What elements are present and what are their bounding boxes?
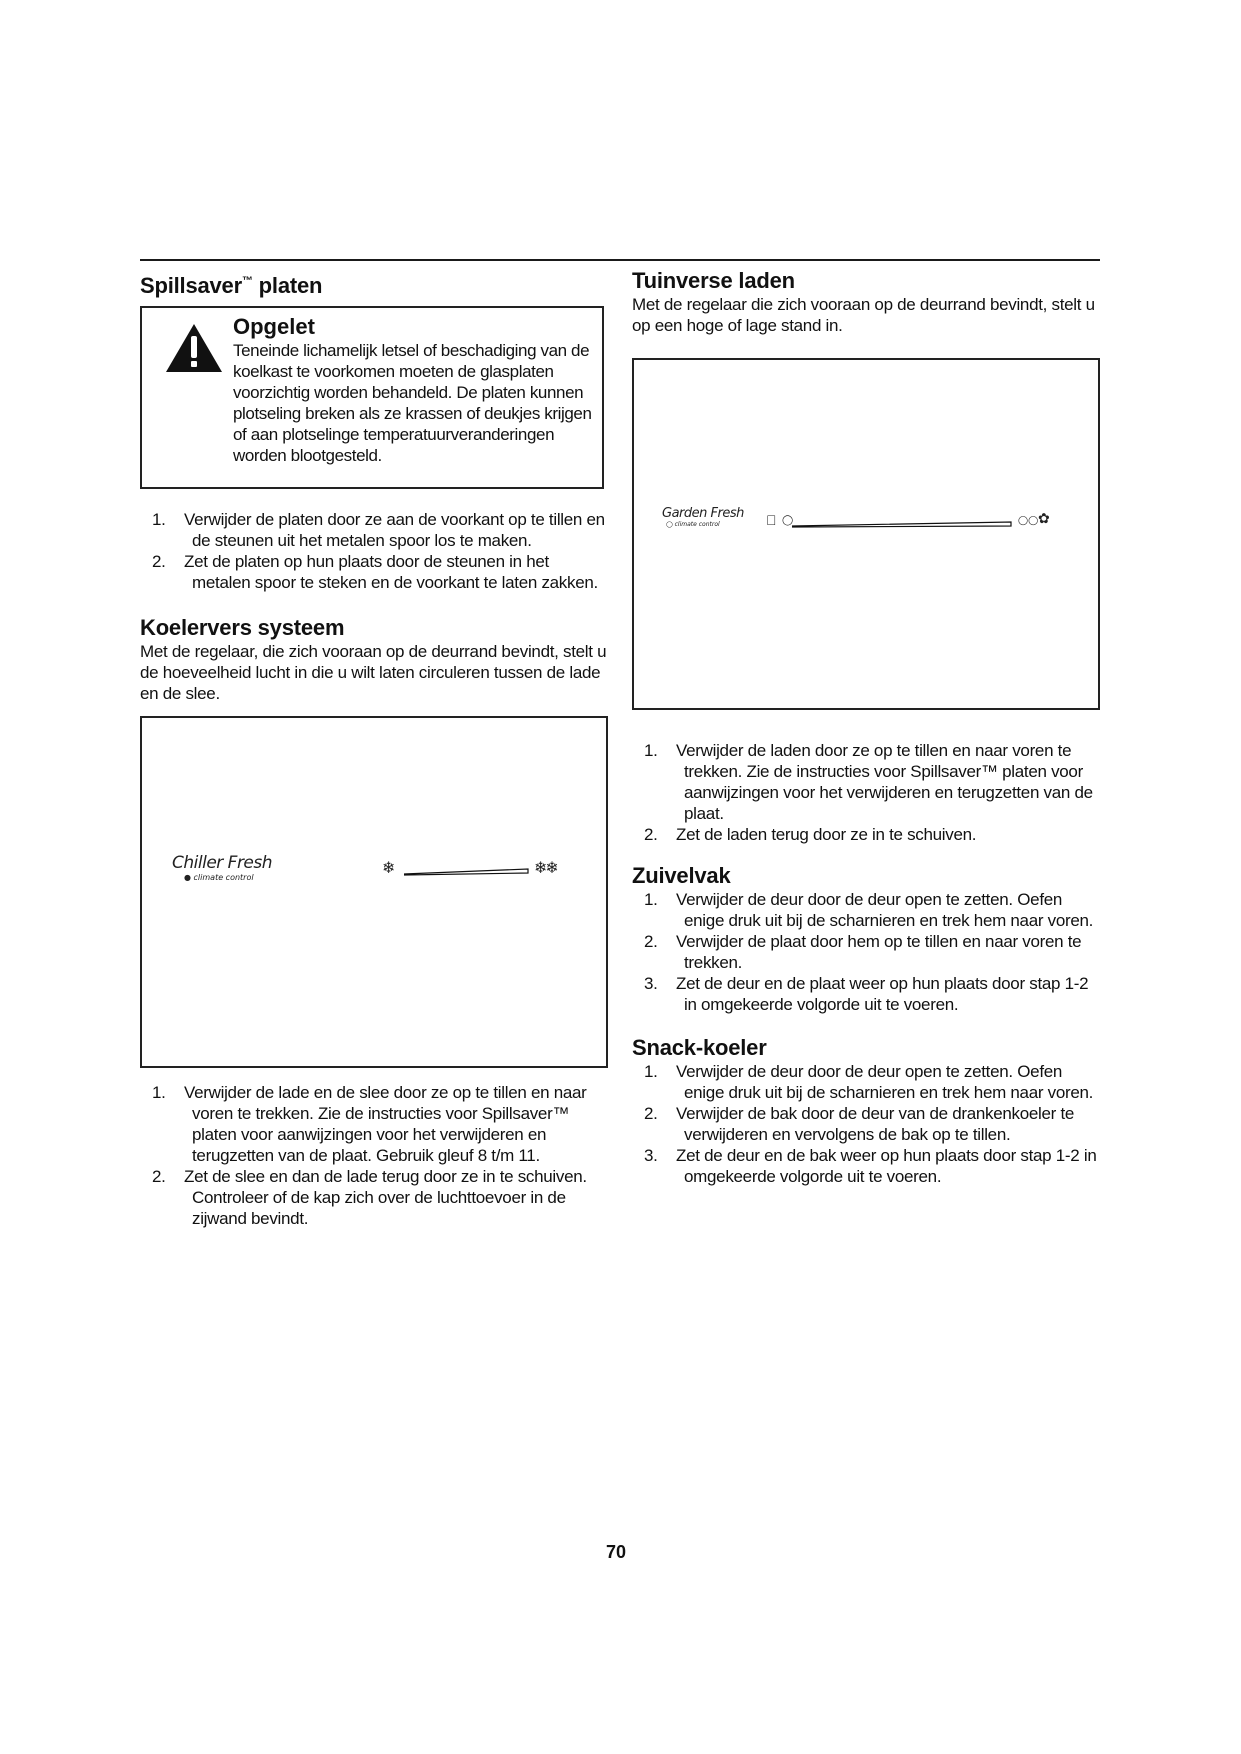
garden-slider[interactable]: [792, 520, 1012, 528]
left-column: [140, 268, 610, 1229]
list-item: 2. Zet de laden terug door ze in te schuiven.: [644, 825, 977, 844]
droplet-icon: ◯: [666, 521, 675, 528]
zuivelvak-steps: [632, 889, 1102, 1015]
list-item: 2. Zet de slee en dan de lade terug door ze in te schuiven. Controleer of de kap zich over de luchttoevoer in de zijwand bevindt.: [152, 1167, 587, 1228]
lettuce-icon: ✿: [1038, 510, 1050, 526]
section-title-koelervers: Koelervers systeem: [140, 615, 345, 640]
top-rule: [140, 259, 1100, 261]
list-item: 2. Zet de platen op hun plaats door de steunen in het metalen spoor te steken en de voorkant te laten zakken.: [152, 552, 598, 592]
page-number: 70: [606, 1542, 627, 1562]
double-snowflake-icon: ❄❄: [534, 860, 557, 877]
list-item: 1. Verwijder de laden door ze op te tillen en naar voren te trekken. Zie de instructies voor Spillsaver™ platen voor aanwijzingen voor het verwijderen en terugzetten van de plaat.: [644, 741, 1093, 823]
spillsaver-steps: [140, 509, 610, 593]
tuinverse-steps: [632, 740, 1102, 845]
section-title-snack-koeler: Snack-koeler: [632, 1035, 767, 1060]
koelervers-intro: Met de regelaar, die zich vooraan op de deurrand bevindt, stelt u de hoeveelheid lucht in die u wilt laten circuleren tussen de lade en de slee.: [140, 642, 607, 703]
garden-fresh-figure: [632, 358, 1100, 710]
section-title-spillsaver: Spillsaver™ platen: [140, 273, 323, 298]
list-item: 1. Verwijder de deur door de deur open te zetten. Oefen enige druk uit bij de scharnieren en trek hem naar voren.: [644, 890, 1094, 930]
chiller-fresh-figure: [140, 716, 608, 1068]
list-item: 3. Zet de deur en de plaat weer op hun plaats door stap 1-2 in omgekeerde volgorde uit te voeren.: [644, 974, 1089, 1014]
apple-icon: [766, 512, 777, 528]
list-item: 1. Verwijder de platen door ze aan de voorkant op te tillen en de steunen uit het metalen spoor los te maken.: [152, 510, 605, 550]
section-title-tuinverse: Tuinverse laden: [632, 268, 795, 293]
right-column: [632, 268, 1102, 1187]
caution-text: Teneinde lichamelijk letsel of beschadiging van de koelkast te voorkomen moeten de glasplaten voorzichtig worden behandeld. De platen kunnen plotseling breken als ze krassen of deukjes krijgen of aan plotselinge temperatuurveranderingen worden blootgesteld.: [233, 341, 592, 465]
dot-icon: ●: [184, 873, 194, 882]
koelervers-steps: [140, 1082, 610, 1229]
droplet-icon: ◯: [782, 515, 794, 526]
double-droplet-icon: ◯◯: [1018, 515, 1039, 525]
list-item: 3. Zet de deur en de bak weer op hun plaats door stap 1-2 in omgekeerde volgorde uit te voeren.: [644, 1146, 1097, 1186]
snack-koeler-steps: [632, 1061, 1102, 1187]
list-item: 2. Verwijder de bak door de deur van de drankenkoeler te verwijderen en vervolgens de bak op te tillen.: [644, 1104, 1075, 1144]
caution-heading: Opgelet: [233, 314, 315, 339]
list-item: 1. Verwijder de lade en de slee door ze op te tillen en naar voren te trekken. Zie de instructies voor Spillsaver™ platen voor aanwijzingen voor het verwijderen en terugzetten van de plaat. Gebruik gleuf 8 t/m 11.: [152, 1083, 587, 1165]
list-item: 2. Verwijder de plaat door hem op te tillen en naar voren te trekken.: [644, 932, 1082, 972]
chiller-fresh-logo: Chiller Fresh ● climate control: [172, 853, 273, 882]
tuinverse-intro: Met de regelaar die zich vooraan op de deurrand bevindt, stelt u op een hoge of lage stand in.: [632, 295, 1095, 335]
garden-fresh-logo: Garden Fresh ◯ climate control: [662, 506, 744, 528]
list-item: 1. Verwijder de deur door de deur open te zetten. Oefen enige druk uit bij de scharnieren en trek hem naar voren.: [644, 1062, 1094, 1102]
snowflake-icon: ❄: [382, 860, 396, 877]
chiller-slider[interactable]: [404, 868, 529, 876]
section-title-zuivelvak: Zuivelvak: [632, 863, 731, 888]
caution-box: [140, 306, 604, 489]
warning-triangle-icon: [164, 322, 224, 374]
